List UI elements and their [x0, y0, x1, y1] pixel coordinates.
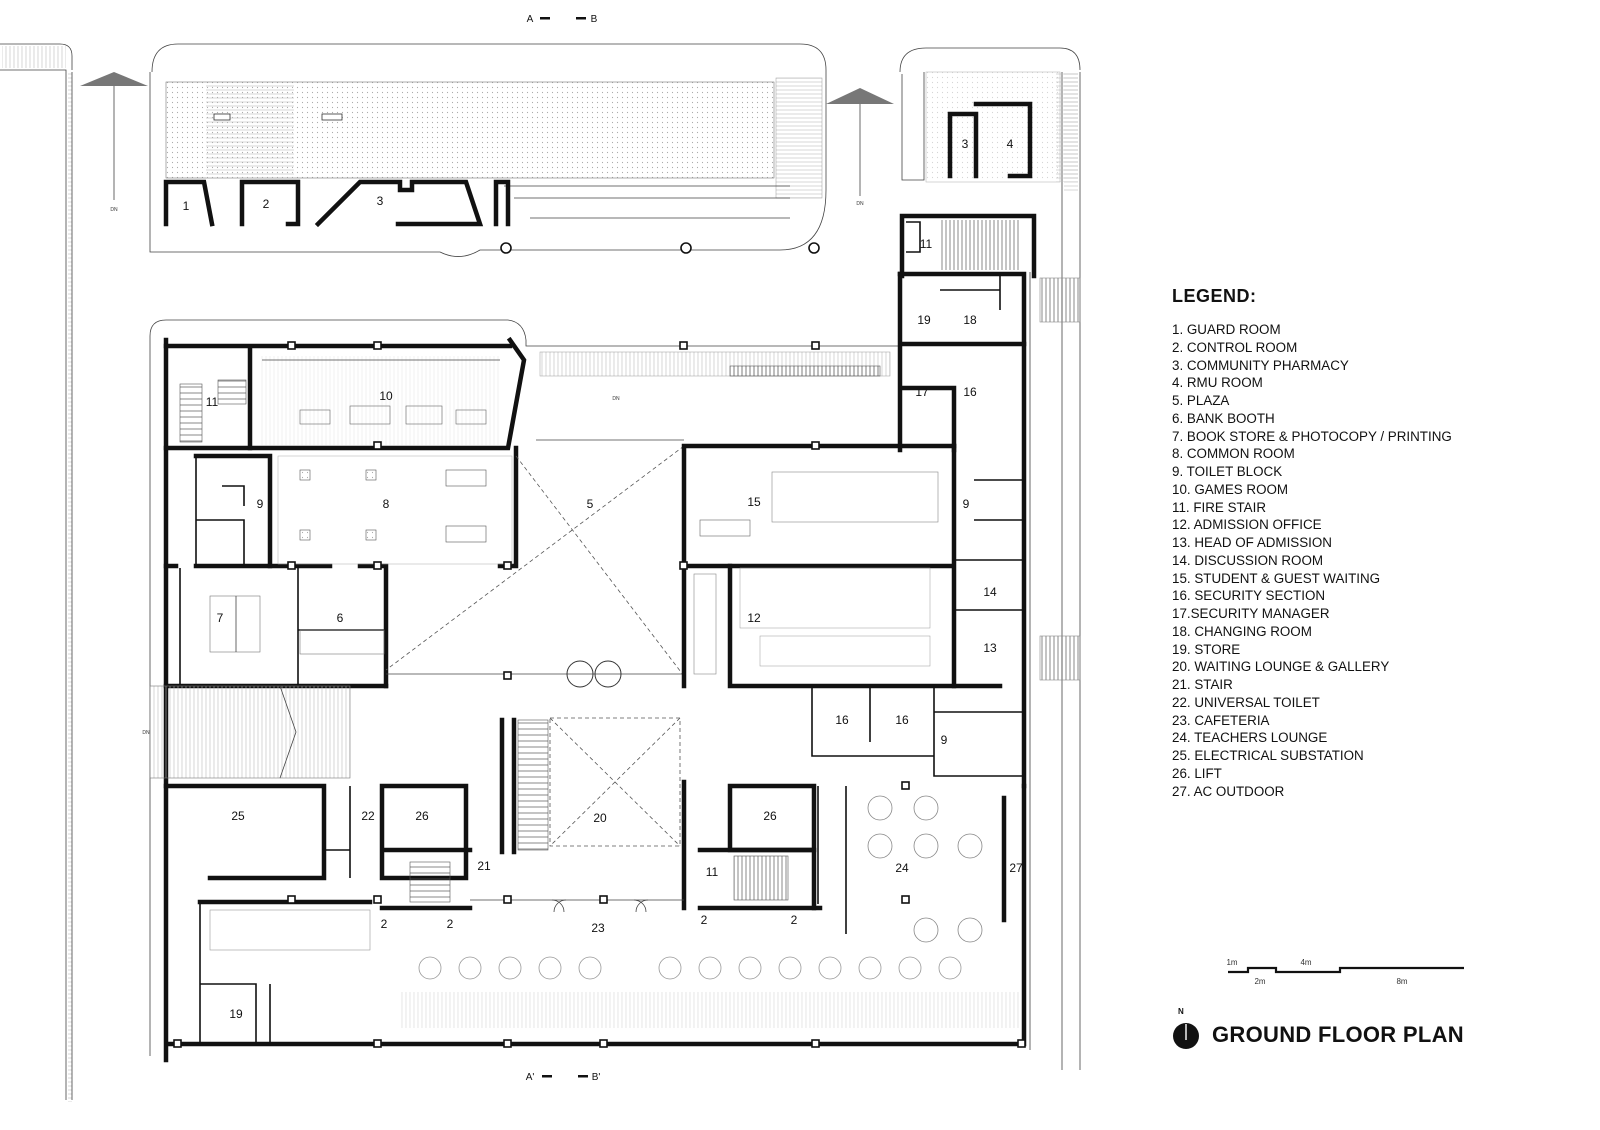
- legend-item: 16. SECURITY SECTION: [1172, 588, 1326, 604]
- games-room-wing: [166, 340, 524, 448]
- room-label-3: 3: [376, 194, 384, 208]
- rmu-block: [900, 48, 1080, 182]
- legend-item: 18. CHANGING ROOM: [1172, 623, 1312, 639]
- legend-item: 7. BOOK STORE & PHOTOCOPY / PRINTING: [1172, 428, 1452, 444]
- legend-item: 1. GUARD ROOM: [1172, 322, 1281, 337]
- room-label-17: 17: [915, 385, 929, 399]
- room-label-13: 13: [983, 641, 997, 655]
- room-label-16-upper: 16: [963, 385, 977, 399]
- lower-left-block: [166, 786, 470, 908]
- legend-item: 19. STORE: [1172, 641, 1241, 657]
- site-outline: [0, 44, 1080, 1102]
- room-label-26-right: 26: [763, 809, 777, 823]
- legend-item: 9. TOILET BLOCK: [1172, 464, 1283, 479]
- room-label-2-c: 2: [700, 913, 708, 927]
- svg-text:DN: DN: [142, 730, 150, 736]
- scale-bar: [1226, 958, 1464, 986]
- room-label-8: 8: [382, 497, 390, 511]
- room-label-5: 5: [586, 497, 594, 511]
- room-label-2: 2: [262, 197, 270, 211]
- room-label-11-left: 11: [205, 395, 219, 409]
- cafeteria: [200, 900, 1020, 1044]
- svg-text:8m: 8m: [1396, 977, 1408, 986]
- ramp-marker-left: [80, 72, 148, 213]
- legend-item: 21. STAIR: [1172, 677, 1233, 692]
- top-block: [150, 44, 826, 257]
- room-label-19-upper: 19: [917, 313, 931, 327]
- legend-item: 11. FIRE STAIR: [1172, 499, 1267, 515]
- room-label-11-lower: 11: [705, 865, 719, 879]
- room-label-18: 18: [963, 313, 977, 327]
- room-label-26-left: 26: [415, 809, 429, 823]
- svg-text:1m: 1m: [1226, 958, 1238, 967]
- svg-text:A': A': [525, 1072, 535, 1083]
- cafeteria-tables: [419, 957, 961, 979]
- room-label-6: 6: [336, 611, 344, 625]
- legend-item: 12. ADMISSION OFFICE: [1172, 517, 1322, 533]
- common-room-wing: [196, 448, 516, 686]
- plan-title: GROUND FLOOR PLAN: [1212, 1022, 1464, 1047]
- room-label-4: 4: [1006, 137, 1014, 151]
- lower-right-block: [700, 786, 1004, 942]
- svg-text:B': B': [591, 1072, 601, 1083]
- room-label-21: 21: [477, 859, 491, 873]
- legend-item: 15. STUDENT & GUEST WAITING: [1172, 570, 1381, 586]
- legend-item: 23. CAFETERIA: [1172, 712, 1270, 728]
- legend-item: 14. DISCUSSION ROOM: [1172, 552, 1324, 568]
- room-label-7: 7: [216, 611, 224, 625]
- legend-item: 4. RMU ROOM: [1172, 375, 1263, 391]
- svg-text:2m: 2m: [1254, 977, 1266, 986]
- room-label-2-d: 2: [790, 913, 798, 927]
- ramp-steps-right: [1040, 278, 1080, 680]
- book-store-bank: [166, 566, 386, 686]
- room-label-14: 14: [983, 585, 997, 599]
- room-label-1: 1: [182, 199, 190, 213]
- north-letter: N: [1178, 1007, 1184, 1016]
- legend-item: 3. COMMUNITY PHARMACY: [1172, 357, 1349, 373]
- svg-text:DN: DN: [856, 201, 864, 207]
- legend-item: 13. HEAD OF ADMISSION: [1172, 535, 1332, 550]
- legend-item: 22. UNIVERSAL TOILET: [1172, 694, 1320, 710]
- legend-item: 27. AC OUTDOOR: [1172, 783, 1285, 799]
- north-arrow-icon: [1173, 1023, 1199, 1049]
- ramp-marker-right: [826, 88, 894, 207]
- legend-list: [1172, 321, 1502, 800]
- room-label-22: 22: [361, 809, 375, 823]
- legend-item: 6. BANK BOOTH: [1172, 410, 1275, 426]
- left-ramp: [142, 686, 350, 778]
- room-label-25: 25: [231, 809, 245, 823]
- admission-block: [684, 446, 1024, 686]
- svg-text:4m: 4m: [1300, 958, 1312, 967]
- legend-item: 17.SECURITY MANAGER: [1172, 606, 1330, 621]
- legend-item: 20. WAITING LOUNGE & GALLERY: [1172, 659, 1390, 675]
- svg-text:DN: DN: [110, 207, 118, 213]
- lounge-furniture: [868, 796, 982, 942]
- room-label-23: 23: [591, 921, 605, 935]
- room-label-9-left: 9: [256, 497, 264, 511]
- legend-item: 26. LIFT: [1172, 765, 1222, 781]
- room-label-16-a: 16: [835, 713, 849, 727]
- top-columns: [501, 243, 819, 253]
- legend-item: 24. TEACHERS LOUNGE: [1172, 730, 1328, 746]
- legend-item: 8. COMMON ROOM: [1172, 446, 1295, 462]
- room-label-9-right: 9: [962, 497, 970, 511]
- section-mark-bottom: [526, 1072, 601, 1083]
- top-rooms-walls: [166, 182, 508, 224]
- lower-security: [812, 686, 1024, 776]
- room-label-16-b: 16: [895, 713, 909, 727]
- legend-item: 10. GAMES ROOM: [1172, 481, 1289, 497]
- room-label-11-right: 11: [919, 237, 933, 251]
- svg-text:B: B: [590, 14, 598, 25]
- room-label-3b: 3: [961, 137, 969, 151]
- plaza-dn: DN: [612, 396, 620, 402]
- section-mark-top: [527, 14, 598, 25]
- room-label-9-lower: 9: [940, 733, 948, 747]
- room-label-2-b: 2: [446, 917, 454, 931]
- legend-item: 5. PLAZA: [1172, 393, 1230, 408]
- room-label-10: 10: [379, 389, 393, 403]
- room-label-15: 15: [747, 495, 761, 509]
- room-label-27: 27: [1009, 861, 1023, 875]
- legend-item: 25. ELECTRICAL SUBSTATION: [1172, 748, 1364, 763]
- room-label-2-a: 2: [380, 917, 388, 931]
- svg-text:A: A: [526, 14, 534, 25]
- room-label-12: 12: [747, 611, 761, 625]
- room-label-19-lower: 19: [229, 1007, 243, 1021]
- room-label-20: 20: [593, 811, 607, 825]
- legend-item: 2. CONTROL ROOM: [1172, 339, 1298, 355]
- legend: [1172, 286, 1502, 800]
- legend-title: LEGEND:: [1172, 286, 1257, 306]
- room-label-24: 24: [895, 861, 909, 875]
